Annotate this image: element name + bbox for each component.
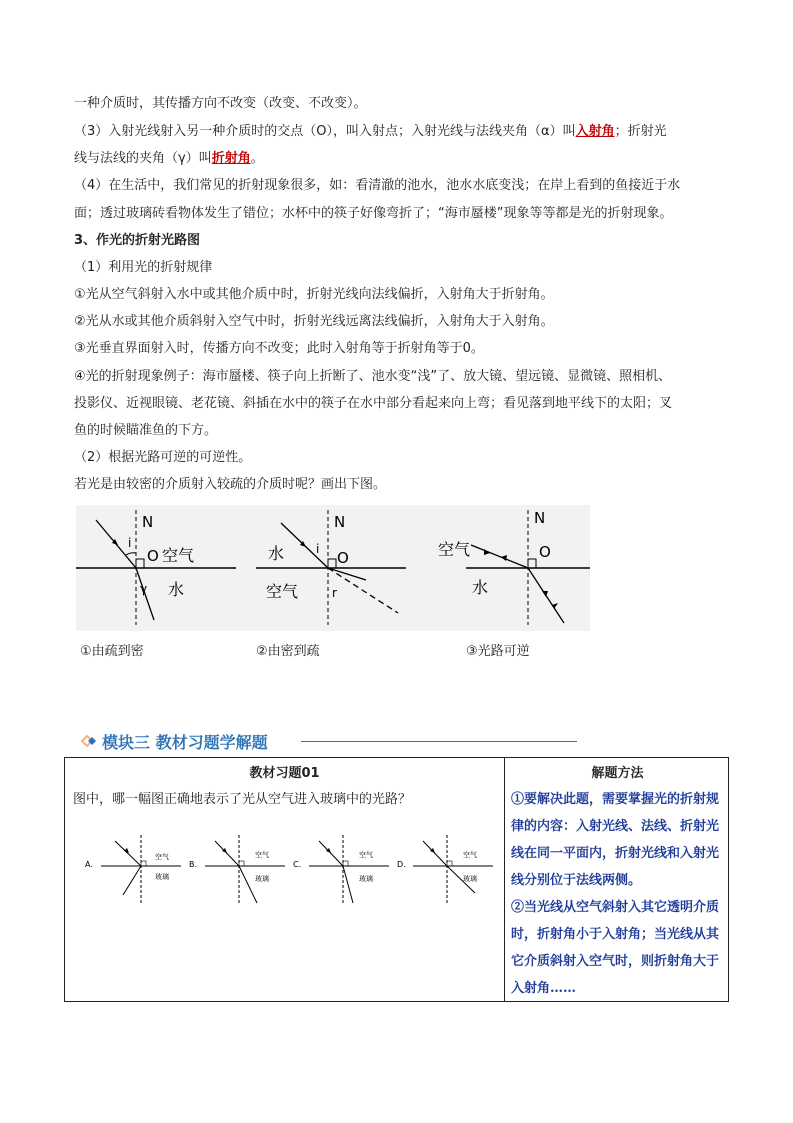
text-line: 一种介质时，其传播方向不改变（改变、不改变）。 (74, 96, 367, 111)
diagram-sparse-to-dense (76, 510, 236, 625)
module-title: 模块三 教材习题学解题 (102, 732, 268, 752)
glass-label: 玻璃 (255, 875, 269, 883)
option-b-diagram (187, 833, 287, 913)
medium-top-label: 水 (268, 544, 285, 563)
incidence-label: i (316, 542, 320, 556)
medium-bottom-label: 空气 (266, 582, 299, 601)
text-line: 投影仪、近视眼镜、老花镜、斜插在水中的筷子在水中部分看起来向上弯；看见落到地平线下的太阳；叉 (74, 396, 673, 411)
module-divider (301, 741, 577, 742)
text-span: 线与法线的夹角（γ）叫 (74, 151, 212, 166)
term-incidence-angle: 入射角 (575, 124, 615, 139)
figure-caption-2: ②由密到疏 (256, 644, 320, 659)
option-c-diagram (291, 833, 391, 913)
text-line: 面；透过玻璃砖看物体发生了错位；水杯中的筷子好像弯折了；“海市蜃楼”现象等等都是光的折射现象。 (74, 206, 673, 221)
text-span: 。 (250, 151, 264, 166)
exercise-heading: 教材习题01 (249, 766, 320, 781)
text-span: ；折射光 (614, 124, 667, 139)
text-line: ④光的折射现象例子：海市蜃楼、筷子向上折断了、池水变“浅”了、放大镜、望远镜、显微镜、照相机、 (74, 369, 672, 384)
option-d-diagram (395, 833, 495, 913)
option-letter: B. (189, 860, 198, 869)
text-line: ③光垂直界面射入时，传播方向不改变；此时入射角等于折射角等于0。 (74, 341, 484, 356)
option-a-diagram (83, 833, 183, 913)
method-point-1: ①要解决此题，需要掌握光的折射规律的内容：入射光线、法线、折射光线在同一平面内，折射光线和入射光线分别位于法线两侧。 (511, 792, 720, 888)
method-heading: 解题方法 (591, 766, 644, 781)
air-label: 空气 (359, 851, 373, 859)
normal-label: N (142, 513, 154, 531)
option-letter: D. (397, 860, 406, 869)
normal-label: N (334, 513, 346, 531)
refraction-figure (76, 505, 590, 631)
text-line (74, 123, 667, 141)
figure-caption-3: ③光路可逆 (466, 644, 530, 659)
term-refraction-angle: 折射角 (211, 151, 251, 166)
air-label: 空气 (463, 851, 477, 859)
method-point-2: ②当光线从空气斜射入其它透明介质时，折射角小于入射角；当光线从其它介质斜射入空气时，则折射角大于入射角…… (511, 900, 720, 996)
diagram-reversible-path (438, 509, 590, 625)
text-line: （4）在生活中，我们常见的折射现象很多，如：看清澈的池水，池水水底变浅；在岸上看到的鱼接近于水 (74, 178, 681, 193)
normal-label: N (534, 509, 546, 527)
glass-label: 玻璃 (155, 873, 169, 881)
column-divider (504, 758, 505, 1001)
option-letter: A. (85, 860, 93, 869)
incidence-label: i (128, 536, 132, 550)
text-line: （2）根据光路可逆的可逆性。 (74, 450, 252, 465)
double-diamond-icon (78, 734, 98, 748)
option-letter: C. (293, 860, 302, 869)
medium-top-label: 空气 (438, 540, 471, 559)
text-line: （1）利用光的折射规律 (74, 260, 213, 275)
medium-bottom-label: 水 (472, 578, 489, 597)
method-text (511, 786, 725, 1002)
text-line (74, 150, 264, 168)
point-label: O (539, 543, 551, 561)
medium-top-label: 空气 (162, 546, 195, 565)
diagram-dense-to-sparse (256, 510, 406, 625)
glass-label: 玻璃 (463, 875, 477, 883)
text-line: ②光从水或其他介质斜射入空气中时，折射光线远离法线偏折，入射角大于入射角。 (74, 314, 554, 329)
medium-bottom-label: 水 (168, 580, 185, 599)
point-label: O (147, 547, 159, 565)
text-line: 若光是由较密的介质射入较疏的介质时呢？画出下图。 (74, 477, 387, 492)
text-line: 鱼的时候瞄准鱼的下方。 (74, 423, 218, 438)
refraction-diagrams (76, 505, 590, 631)
module-header (78, 730, 268, 752)
refraction-label: γ (140, 582, 148, 596)
air-label: 空气 (155, 853, 169, 861)
point-label: O (337, 549, 349, 567)
section-heading: 3、作光的折射光路图 (74, 233, 201, 248)
exercise-table (64, 757, 729, 1002)
exercise-question: 图中，哪一幅图正确地表示了光从空气进入玻璃中的光路？ (73, 792, 412, 807)
refraction-label: r (332, 586, 337, 600)
text-span: （3）入射光线射入另一种介质时的交点（O），叫入射点；入射光线与法线夹角（α）叫 (74, 124, 576, 139)
air-label: 空气 (255, 851, 269, 859)
text-line: ①光从空气斜射入水中或其他介质中时，折射光线向法线偏折，入射角大于折射角。 (74, 287, 554, 302)
figure-caption-1: ①由疏到密 (80, 644, 144, 659)
glass-label: 玻璃 (359, 875, 373, 883)
